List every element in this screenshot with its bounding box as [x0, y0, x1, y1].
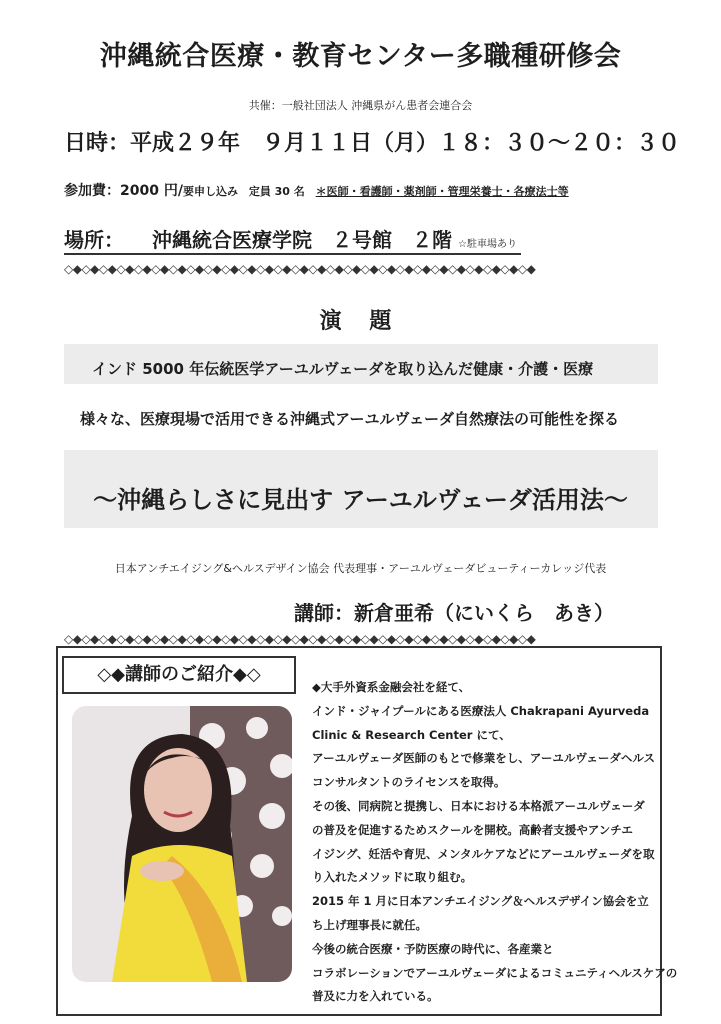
speaker-affiliation: 日本アンチエイジング&ヘルスデザイン協会 代表理事・アーユルヴェーダビューティーカレッジ代表 [114, 562, 607, 575]
target-audience: ＊医師・看護師・薬剤師・管理栄養士・各療法士等 [315, 185, 569, 198]
lecture-subtitle-1: インド 5000 年伝統医学アーユルヴェーダを取り込んだ健康・介護・医療 [92, 360, 594, 378]
bio-line: 2015 年 1 月に日本アンチエイジング＆ヘルスデザイン協会を立 [312, 894, 649, 909]
venue-label: 場所： [64, 228, 124, 252]
diamond-divider: ◇◆◇◆◇◆◇◆◇◆◇◆◇◆◇◆◇◆◇◆◇◆◇◆◇◆◇◆◇◆◇◆◇◆◇◆◇◆◇◆◇◆◇◆◇◆◇◆◇◆◇◆◇◆ [64, 262, 536, 276]
bio-line: り入れたメソッドに取り組む。 [312, 870, 473, 885]
bio-line: イジング、妊活や育児、メンタルケアなどにアーユルヴェーダを取 [312, 846, 655, 861]
fee-line [64, 180, 569, 200]
bio-line: アーユルヴェーダ医師のもとで修業をし、アーユルヴェーダヘルス [312, 751, 656, 766]
lecture-subtitle-2: 様々な、医療現場で活用できる沖縄式アーユルヴェーダ自然療法の可能性を探る [80, 410, 619, 428]
bio-line: コンサルタントのライセンスを取得。 [312, 775, 506, 790]
lecturer-name: 講師：新倉亜希（にいくら あき） [294, 601, 614, 625]
bio-line: インド・ジャイプールにある医療法人 Chakrapani Ayurveda [312, 703, 650, 718]
speaker-bio [312, 676, 678, 1009]
fee-amount: 参加費：2000 円/ [64, 183, 183, 199]
venue-line [64, 224, 521, 255]
diamond-divider: ◇◆◇◆◇◆◇◆◇◆◇◆◇◆◇◆◇◆◇◆◇◆◇◆◇◆◇◆◇◆◇◆◇◆◇◆◇◆◇◆◇◆◇◆◇◆◇◆◇◆◇◆◇◆ [64, 632, 536, 646]
intro-title: ◇◆講師のご紹介◆◇ [62, 656, 296, 694]
reservation-note: 要申し込み [182, 185, 238, 198]
cosponsor-line: 共催：一般社団法人 沖縄県がん患者会連合会 [248, 99, 473, 112]
venue-name: 沖縄統合医療学院 ２号館 ２階 [152, 228, 452, 252]
bio-line: 普及に力を入れている。 [312, 989, 439, 1004]
parking-note: ☆駐車場あり [458, 239, 517, 250]
speaker-photo [72, 706, 292, 982]
capacity: 定員 30 名 [248, 185, 305, 198]
event-datetime: 日時：平成２９年 ９月１１日（月）１８：３０～２０：３０ [64, 131, 681, 156]
bio-line: の普及を促進するためスクールを開校。高齢者支援やアンチエ [312, 822, 633, 837]
speaker-photo-illustration [72, 706, 292, 982]
page-title: 沖縄統合医療・教育センター多職種研修会 [99, 41, 622, 72]
bio-line: その後、同病院と提携し、日本における本格派アーユルヴェーダ [312, 798, 645, 813]
lecture-theme: ～沖縄らしさに見出す アーユルヴェーダ活用法～ [93, 486, 628, 514]
bio-line: ち上げ理事長に就任。 [312, 917, 427, 932]
lecture-heading: 演 題 [319, 309, 402, 334]
bio-line: コラボレーションでアーユルヴェーダによるコミュニティヘルスケアの [312, 965, 678, 980]
bio-line: ◆大手外資系金融会社を経て、 [312, 680, 471, 694]
bio-line: Clinic & Research Center にて、 [312, 727, 511, 742]
bio-line: 今後の統合医療・予防医療の時代に、各産業と [312, 941, 554, 956]
